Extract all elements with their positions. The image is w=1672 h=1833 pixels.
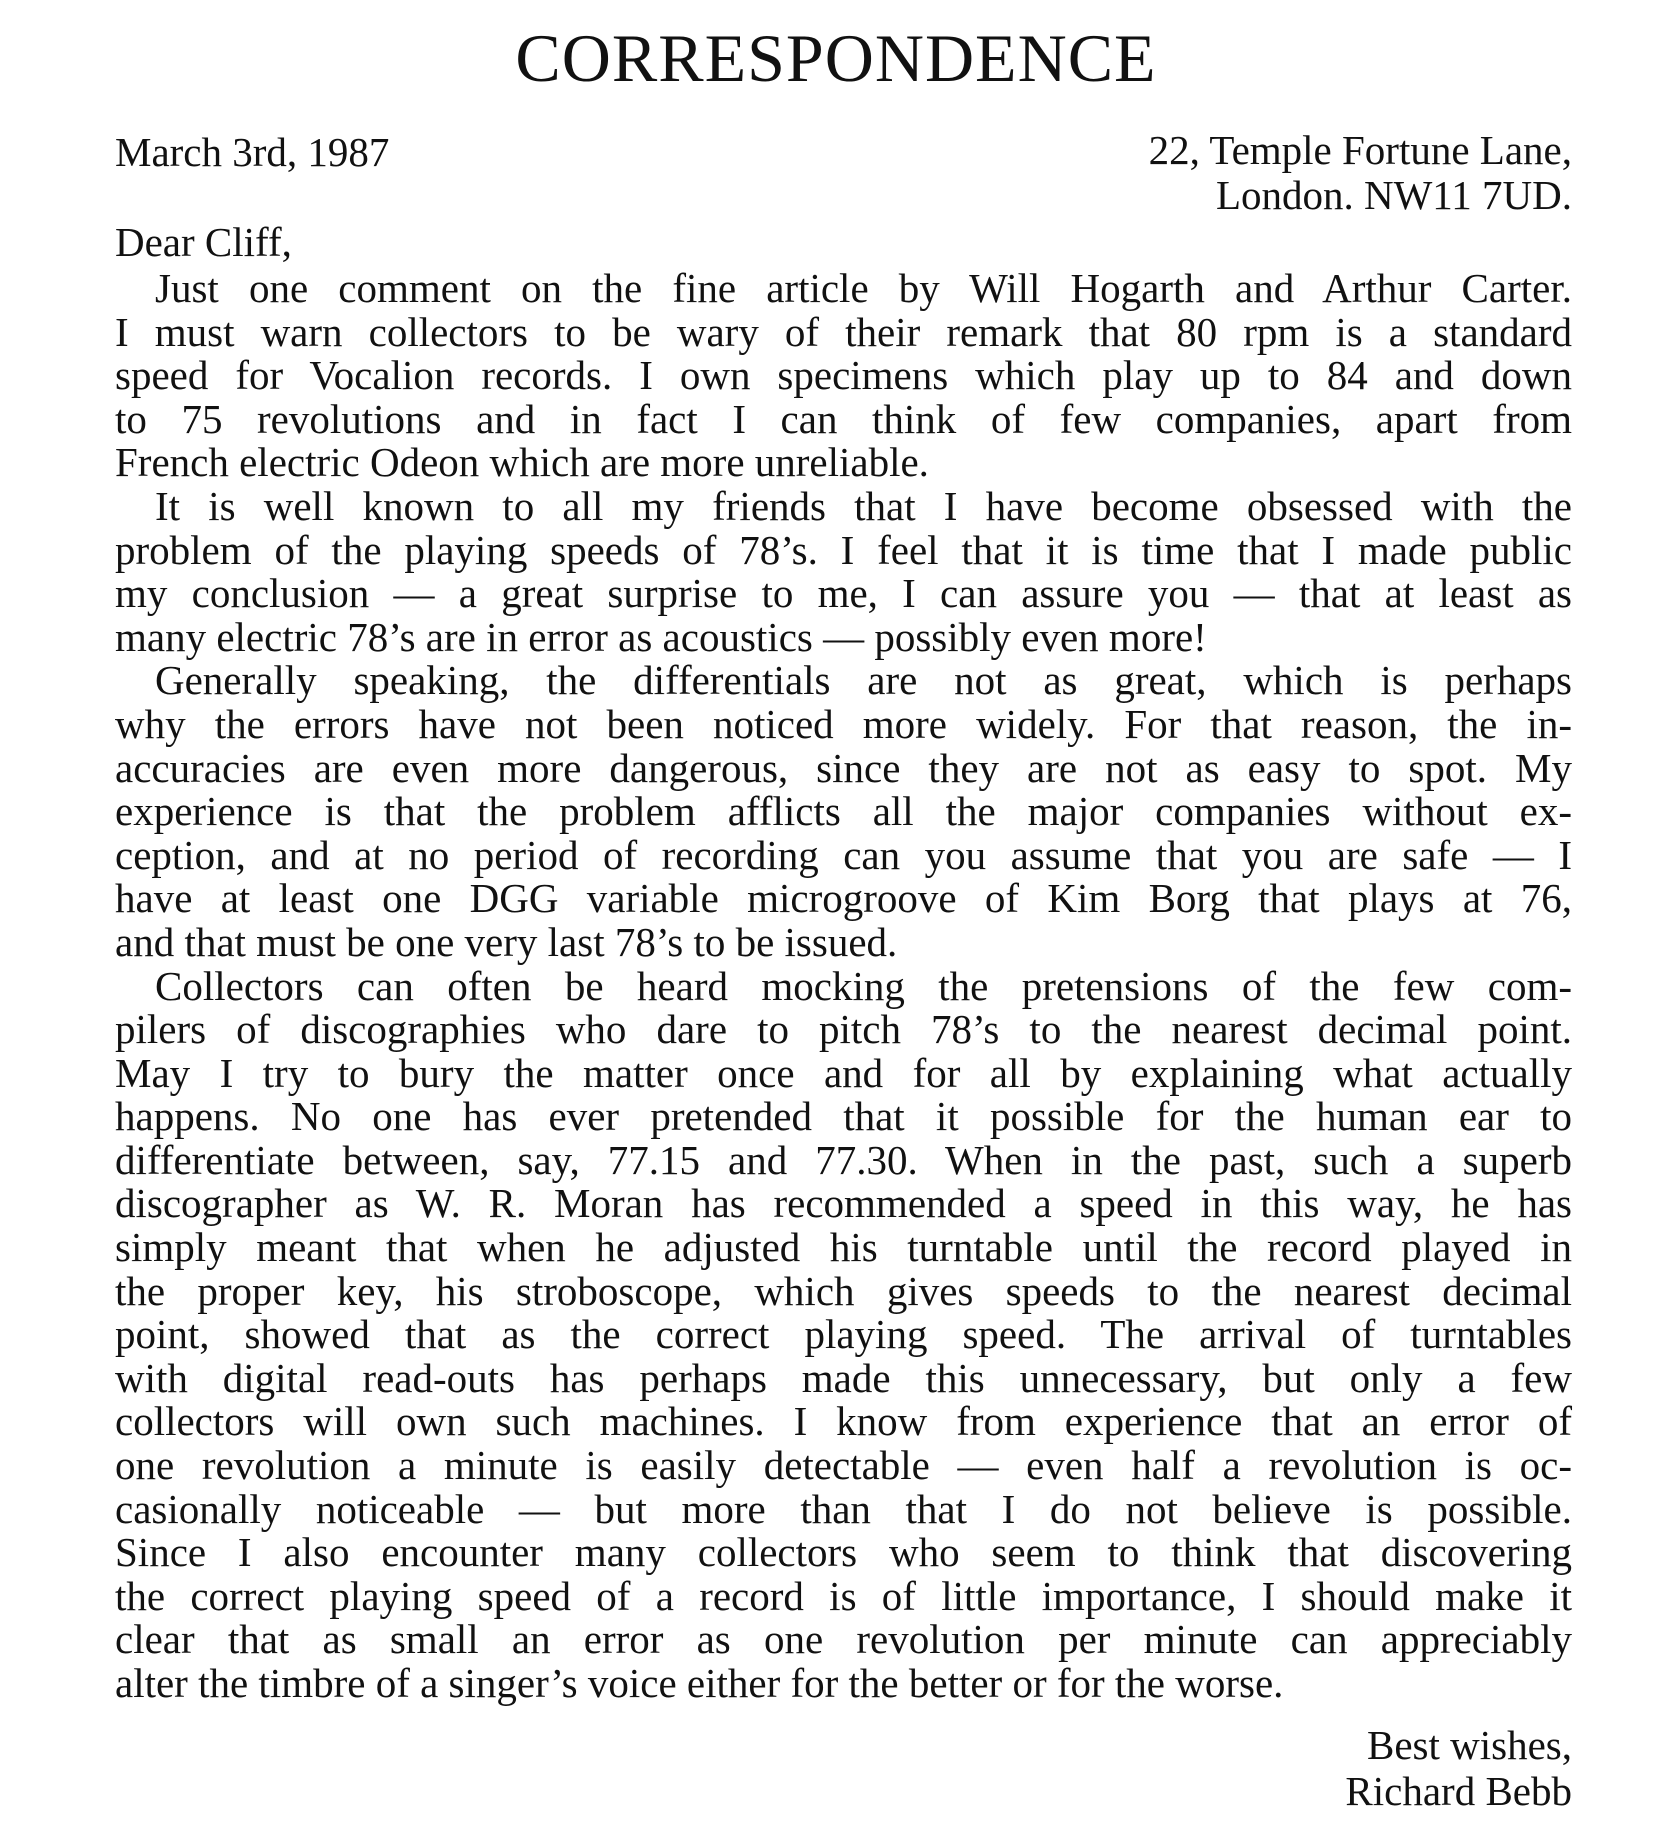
address-line: London. NW11 7UD. — [1215, 172, 1572, 218]
text-line: alter the timbre of a singer’s voice either for the better or for the worse. — [115, 1660, 1284, 1706]
text-line: happens. No one has ever pretended that it possible for the human ear to — [115, 1093, 1572, 1140]
text-line: collectors will own such machines. I know from experience that an error of — [115, 1398, 1572, 1445]
text-line: problem of the playing speeds of 78’s. I feel that it is time that I made public — [115, 526, 1572, 573]
paragraph — [115, 267, 1572, 485]
page-heading: CORRESPONDENCE — [515, 20, 1157, 96]
text-line: speed for Vocalion records. I own specimens which play up to 84 and down — [115, 352, 1572, 399]
text-line: Collectors can often be heard mocking the pretensions of the few com- — [155, 962, 1572, 1009]
text-line: discographer as W. R. Moran has recommended a speed in this way, he has — [115, 1180, 1572, 1227]
text-line: clear that as small an error as one revolution per minute can appreciably — [115, 1616, 1572, 1663]
paragraph — [115, 482, 1572, 660]
text-line: point, showed that as the correct playing speed. The arrival of turntables — [115, 1311, 1572, 1358]
closing-phrase: Best wishes, — [1367, 1722, 1572, 1768]
text-line: experience is that the problem afflicts all the major companies without ex- — [115, 788, 1572, 835]
signature: Richard Bebb — [1345, 1768, 1572, 1814]
text-line: one revolution a minute is easily detectable — even half a revolution is oc- — [115, 1442, 1572, 1489]
closing-block — [1345, 1722, 1572, 1814]
address-line: 22, Temple Fortune Lane, — [1148, 127, 1572, 173]
text-line: It is well known to all my friends that I have become obsessed with the — [155, 482, 1572, 529]
letter-date: March 3rd, 1987 — [115, 129, 390, 175]
text-line: to 75 revolutions and in fact I can think of few companies, apart from — [115, 395, 1572, 442]
text-line: French electric Odeon which are more unreliable. — [115, 439, 929, 486]
text-line: accuracies are even more dangerous, since they are not as easy to spot. My — [115, 744, 1572, 791]
text-line: with digital read-outs has perhaps made this unnecessary, but only a few — [115, 1354, 1572, 1401]
text-line: the correct playing speed of a record is of little importance, I should make it — [115, 1572, 1572, 1619]
text-line: simply meant that when he adjusted his turntable until the record played in — [115, 1224, 1572, 1271]
text-line: many electric 78’s are in error as acoustics — possibly even more! — [115, 613, 1207, 660]
text-line: differentiate between, say, 77.15 and 77.30. When in the past, such a superb — [115, 1136, 1572, 1183]
sender-address — [1149, 128, 1572, 218]
text-line: and that must be one very last 78’s to be issued. — [115, 918, 898, 965]
text-line: casionally noticeable — but more than that I do not believe is possible. — [115, 1485, 1572, 1532]
text-line: Generally speaking, the differentials are not as great, which is perhaps — [155, 657, 1572, 704]
text-line: Just one comment on the fine article by Will Hogarth and Arthur Carter. — [155, 265, 1572, 311]
text-line: why the errors have not been noticed more widely. For that reason, the in- — [115, 700, 1572, 747]
paragraph — [115, 659, 1572, 964]
text-line: the proper key, his stroboscope, which gives speeds to the nearest decimal — [115, 1267, 1572, 1314]
letter-body — [115, 267, 1572, 1706]
paragraph — [115, 962, 1572, 1706]
text-line: I must warn collectors to be wary of their remark that 80 rpm is a standard — [115, 308, 1572, 355]
text-line: May I try to bury the matter once and for all by explaining what actually — [115, 1049, 1572, 1096]
text-line: pilers of discographies who dare to pitch 78’s to the nearest decimal point. — [115, 1006, 1572, 1053]
salutation: Dear Cliff, — [115, 219, 292, 265]
text-line: have at least one DGG variable microgroove of Kim Borg that plays at 76, — [115, 875, 1572, 922]
text-line: Since I also encounter many collectors who seem to think that discovering — [115, 1529, 1572, 1576]
text-line: ception, and at no period of recording can you assume that you are safe — I — [115, 831, 1572, 878]
text-line: my conclusion — a great surprise to me, I can assure you — that at least as — [115, 570, 1572, 617]
